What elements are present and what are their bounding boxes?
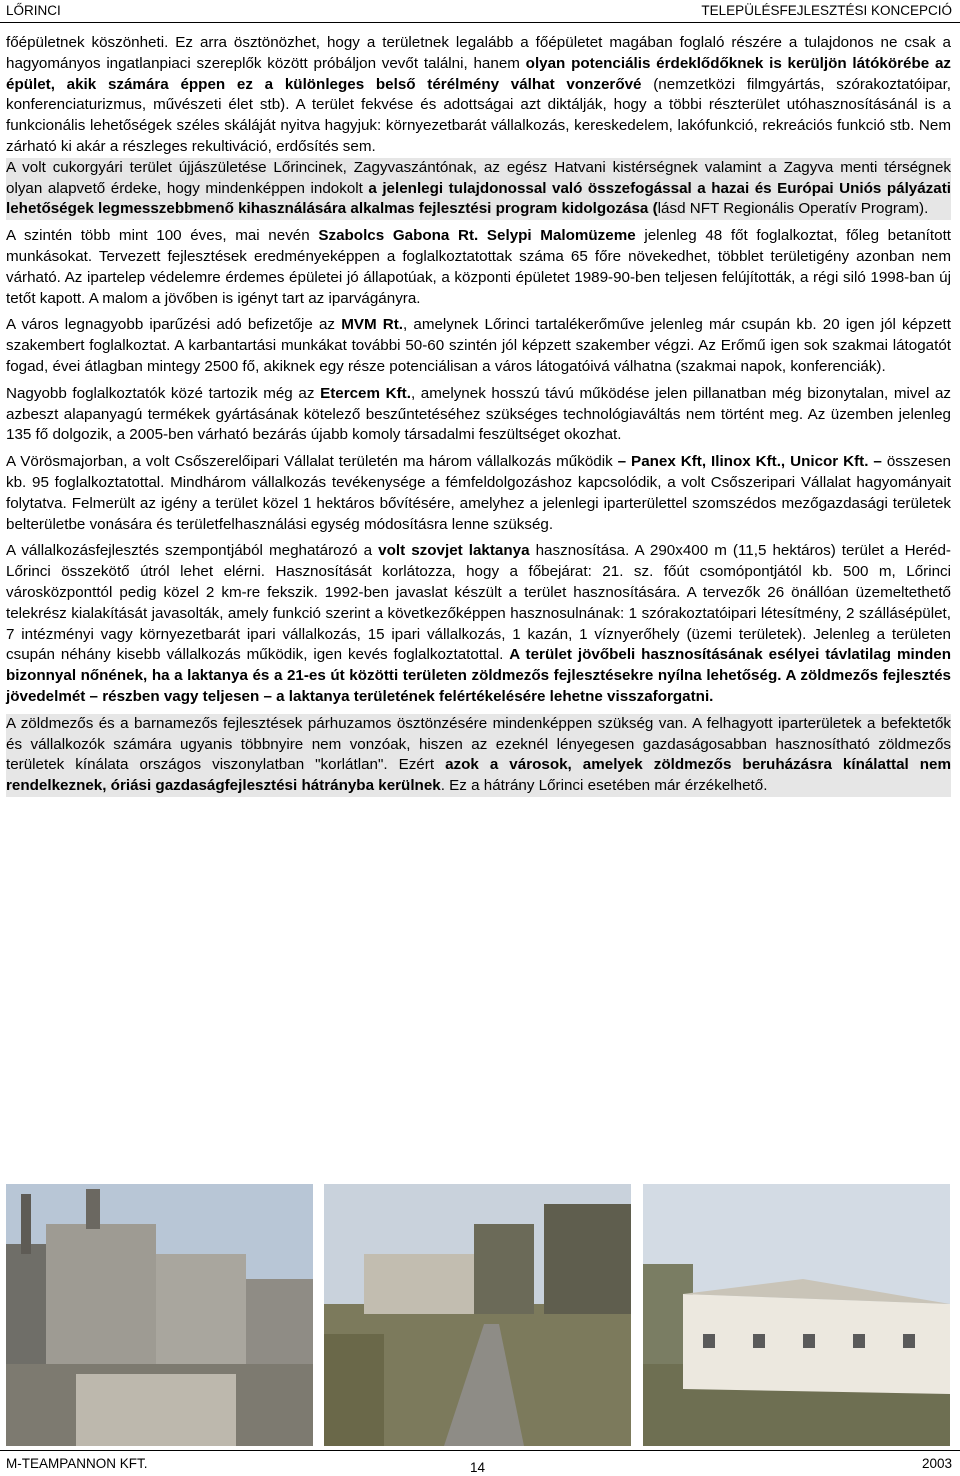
text-run-bold: MVM Rt. xyxy=(341,316,404,334)
paragraph-highlighted xyxy=(6,714,951,797)
paragraph-highlighted xyxy=(6,158,951,220)
header-title-left: LŐRINCI xyxy=(6,3,61,18)
text-run: hasznosítása. A 290x400 m (11,5 hektáros) terület a Heréd-Lőrinci összekötő útról lehet elérni. Hasznosítását korlátozza, hogy a főbejárat: 21. sz. főút csomópontjától kb. 500 m, Lőrinci városközponttól pedig közel 2 km-re fekszik. 1992-ben javaslat készült a terület hasznosítására. A tervezők 26 önállóan üzemeltethető telekrész kialakítását javasolták, amely funkció szerint a következőképpen hasznosulnának: 1 szórakoztatóipari létesítmény, 2 szállásépület, 7 intézményi vagy környezetbarát ipari vállalkozás, 15 ipari vállalkozás, 1 kazán, 1 víznyerőhely (üzemi területek). Jelenleg a területen csupán néhány kisebb vállalkozás működik, igen kevés foglalkoztatottal. xyxy=(6,542,951,664)
paragraph xyxy=(6,315,951,377)
photo-factory xyxy=(6,1184,313,1446)
text-run: A vállalkozásfejlesztés szempontjából meghatározó a xyxy=(6,542,379,560)
text-run-bold: A terület jövőbeli hasznosításának esélyei távlatilag minden bizonnyal nőnének, ha a laktanya és a 21-es út közötti területen zöldmezős fejlesztésekre nyílna lehetőség. A zöldmezős fejlesztés jövedelmét – részben vagy teljesen – a laktanya területének felértékelésére lehetne visszaforgatni. xyxy=(6,646,951,705)
page-footer xyxy=(0,1450,960,1476)
footer-year: 2003 xyxy=(921,1456,952,1471)
paragraph xyxy=(6,33,951,158)
text-run-bold: Szabolcs Gabona Rt. Selypi Malomüzeme xyxy=(318,227,636,245)
header-title-right: TELEPÜLÉSFEJLESZTÉSI KONCEPCIÓ xyxy=(701,3,952,18)
text-run-bold: Etercem Kft. xyxy=(320,384,411,402)
text-run: A szintén több mint 100 éves, mai nevén xyxy=(6,227,319,245)
document-body xyxy=(6,33,951,803)
text-run: összesen kb. 95 foglalkoztatottal. Mindhárom vállalkozás tevékenysége a fémfeldolgozáshoz kapcsolódik, a volt Csőszeripari Vállalat hagyományait folytatva. Felmerült az igény a terület közel 1 hektáros bővítésére, amelyhez a jelenlegi iparterülettel szomszédos mezőgazdasági területek belterületbe vonására és területfelhasználási egység módosításra lenne szükség. xyxy=(6,453,951,533)
text-run-bold: a jelenlegi tulajdonossal való összefogással a hazai és Európai Uniós pályázati lehetőségek legmesszebbmenő kihasználására alkalmas fejlesztési program kidolgozása ( xyxy=(6,179,951,218)
text-run: , amelynek Lőrinci tartalékerőműve jelenleg már csupán kb. 20 igen jól képzett szakembert foglalkoztat. A karbantartási munkákat további 50-60 szintén jól képzett szakember végzi. Az Erőmű igen sok szakmai látogatót fogad, évei átlagban mintegy 2500 fő, akiknek egy része potenciálisan a város látogatóivá válhatna (szakmai napok, konferenciák). xyxy=(6,316,951,375)
text-run-bold: azok a városok, amelyek zöldmezős beruházásra kínálattal nem rendelkeznek, óriási gazdaságfejlesztési hátrányba kerülnek xyxy=(6,756,952,795)
paragraph xyxy=(6,541,951,707)
paragraph xyxy=(6,452,951,535)
text-run-bold: volt szovjet laktanya xyxy=(378,542,530,560)
text-run: (nemzetközi filmgyártás, szórakoztatóipar, konferenciaturizmus, művészeti élet stb). A terület fekvése és adottságai azt diktálják, hogy a többi részterület utóhasznosításánál is a funkcionális lehetőségek széles skáláját nyitva hagyjuk: környezetbarát vállalkozás, kereskedelem, lakófunkció, rekreációs funkció stb. Nem zárható ki akár a részleges rekultiváció, erdősítés sem. xyxy=(6,75,952,155)
page-header xyxy=(0,0,960,23)
text-run: A zöldmezős és a barnamezős fejlesztések párhuzamos ösztönzésére mindenképpen szükség van. A felhagyott iparterületek a befektetők és vállalkozók számára ugyanis többnyire nem vonzóak, hiszen az ezeknél lényegesen gazdaságosabban hasznosítható zöldmezős területek kínálata országos viszonylatban "korlátlan". Ezért xyxy=(6,714,951,774)
text-run: . Ez a hátrány Lőrinci esetében már érzékelhető. xyxy=(440,777,768,795)
photo-road xyxy=(324,1184,631,1446)
photo-strip xyxy=(6,1184,950,1446)
paragraph xyxy=(6,384,951,446)
text-run-bold: olyan potenciális érdeklődőknek is kerüljön látókörébe az épület, akik számára éppen ez a különleges belső térélmény válhat vonzerővé xyxy=(6,54,951,93)
text-run: , amelynek hosszú távú működése jelen pillanatban még bizonytalan, mivel az azbeszt alapanyagú termékek gyártásának kötelező beszűntetéséhez szükséges technológiaváltás nem történt meg. Az üzemben jelenleg 135 fő dolgozik, a 2005-ben várható bezárás újabb komoly társadalmi feszültséget okozhat. xyxy=(6,384,951,444)
footer-company: M-TEAMPANNON KFT. xyxy=(6,1456,148,1471)
photo-industrial-halls xyxy=(643,1184,950,1446)
text-run: A város legnagyobb iparűzési adó befizetője az xyxy=(6,316,342,334)
paragraph xyxy=(6,226,951,309)
text-run: lásd NFT Regionális Operatív Program). xyxy=(657,200,929,218)
text-run: A volt cukorgyári terület újjászületése Lőrincinek, Zagyvaszántónak, az egész Hatvani kistérségnek valamint a Zagyva menti térségnek olyan alapvető érdeke, hogy mindenképpen indokolt xyxy=(6,158,951,197)
text-run: jelenleg 48 főt foglalkoztat, főleg betanított munkásokat. Tervezett fejlesztések eredményeképpen a foglalkoztatottak száma 65 főre növekedhet, többlet területigény azonban nem várható. Az ipartelep védelemre érdemes épületei jó állapotúak, a központi épületet 1989-90-ben teljesen felújították, a régi siló 1998-ban új tetőt kapott. A malom a jövőben is igényt tart az iparvágányra. xyxy=(6,227,952,307)
text-run: Nagyobb foglalkoztatók közé tartozik még az xyxy=(6,384,321,402)
text-run: főépületnek köszönheti. Ez arra ösztönözhet, hogy a területnek legalább a főépületet magában foglaló részére a tulajdonos ne csak a hagyományos ingatlanpiaci szereplők között próbáljon vevőt találni, hanem xyxy=(6,34,951,72)
page-number: 14 xyxy=(470,1460,486,1475)
text-run-bold: – Panex Kft, Ilinox Kft., Unicor Kft. – xyxy=(617,453,882,471)
text-run: A Vörösmajorban, a volt Csőszerelőipari Vállalat területén ma három vállalkozás működik xyxy=(6,453,618,471)
